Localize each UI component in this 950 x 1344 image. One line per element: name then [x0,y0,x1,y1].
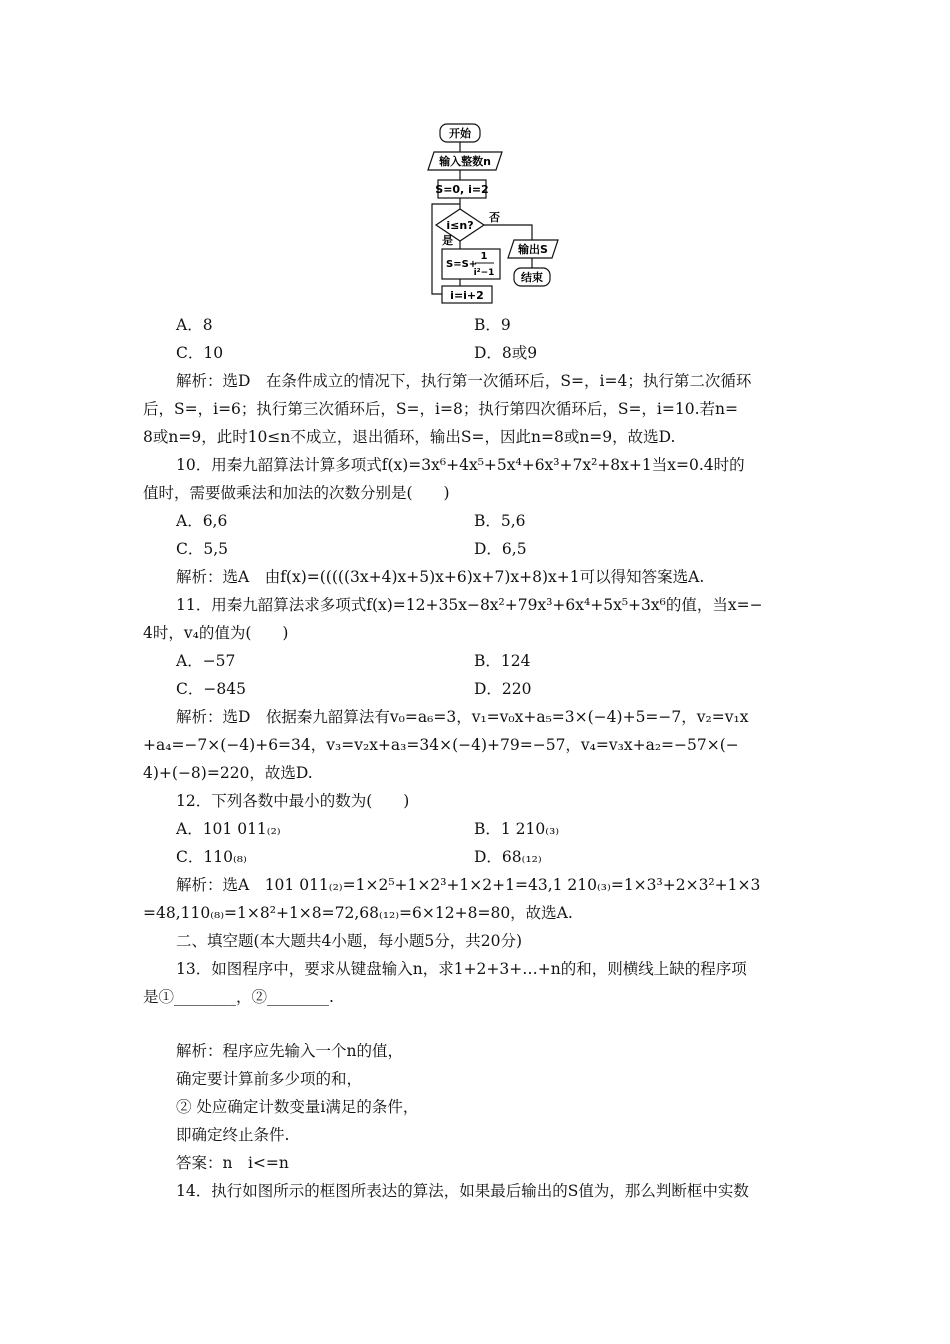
q9-option-c: C．10 [176,344,224,362]
flow-start-text: 开始 [449,127,471,140]
q14-stem: 14．执行如图所示的框图所表达的算法，如果最后输出的S值为，那么判断框中实数 [176,1182,749,1200]
q13-analysis-line: ② 处应确定计数变量i满足的条件， [176,1098,419,1116]
q11-analysis-line: 解析：选D 依据秦九韶算法有v₀=a₆=3，v₁=v₀x+a₅=3×(−4)+5=−7，v₂=v₁x [176,708,749,726]
q9-option-a: A．8 [176,316,213,334]
flow-update-text: S=S+ [446,259,478,270]
q13-analysis-line: 确定要计算前多少项的和， [176,1070,363,1088]
q10-analysis: 解析：选A 由f(x)=(((((3x+4)x+5)x+6)x+7)x+8)x+1可以得知答案选A. [176,568,705,586]
q11-option-d: D．220 [474,680,532,698]
q10-option-d: D．6,5 [474,540,527,558]
q12-option-a: A．101 011₍₂₎ [176,820,281,838]
flow-no-label: 否 [489,211,500,224]
q11-analysis-line: +a₄=−7×(−4)+6=34，v₃=v₂x+a₃=34×(−4)+79=−57，v₄=v₃x+a₂=−57×(− [143,736,739,754]
q11-option-c: C．−845 [176,680,246,698]
q12-analysis-line: =48,110₍₈₎=1×8²+1×8=72,68₍₁₂₎=6×12+8=80，故选A. [143,904,573,922]
flow-increment-text: i=i+2 [450,289,484,302]
flowchart [412,118,572,314]
q10-stem-line: 10．用秦九韶算法计算多项式f(x)=3x⁶+4x⁵+5x⁴+6x³+7x²+8x+1当x=0.4时的 [176,456,745,474]
flow-condition-text: i≤n? [446,219,474,232]
section-heading: 二、填空题(本大题共4小题，每小题5分，共20分) [176,932,523,950]
q11-option-b: B．124 [474,652,531,670]
q12-stem: 12．下列各数中最小的数为( ) [176,792,410,810]
flow-input-text: 输入整数n [439,155,491,168]
q10-option-c: C．5,5 [176,540,229,558]
flowchart-diagram [412,118,572,314]
q10-option-a: A．6,6 [176,512,228,530]
q11-stem-line: 11．用秦九韶算法求多项式f(x)=12+35x−8x²+79x³+6x⁴+5x⁵+3x⁶的值，当x=− [176,596,763,614]
flow-init-text: S=0, i=2 [435,183,489,196]
q11-stem-line: 4时，v₄的值为( ) [143,624,289,642]
q9-analysis-line: 8或n=9，此时10≤n不成立，退出循环，输出S=，因此n=8或n=9，故选D. [143,428,676,446]
q11-analysis-line: 4)+(−8)=220，故选D. [143,764,313,782]
flow-output-text: 输出S [518,243,548,256]
q9-option-b: B．9 [474,316,511,334]
q12-option-c: C．110₍₈₎ [176,848,247,866]
flow-yes-label: 是 [442,234,453,247]
q11-option-a: A．−57 [176,652,236,670]
flow-frac-den: i²−1 [473,268,495,278]
q13-analysis-line: 解析：程序应先输入一个n的值， [176,1042,403,1060]
q10-stem-line: 值时，需要做乘法和加法的次数分别是( ) [143,484,450,502]
q12-option-d: D．68₍₁₂₎ [474,848,542,866]
q12-option-b: B．1 210₍₃₎ [474,820,560,838]
q9-analysis-line: 解析：选D 在条件成立的情况下，执行第一次循环后，S=，i=4；执行第二次循环 [176,372,752,390]
q9-analysis-line: 后，S=，i=6；执行第三次循环后，S=，i=8；执行第四次循环后，S=，i=10.若n= [143,400,738,418]
q12-analysis-line: 解析：选A 101 011₍₂₎=1×2⁵+1×2³+1×2+1=43,1 210₍₃₎=1×3³+2×3²+1×3 [176,876,761,894]
flow-end-text: 结束 [521,271,543,284]
q13-analysis-line: 即确定终止条件. [176,1126,290,1144]
flow-frac-num: 1 [480,251,488,262]
q10-option-b: B．5,6 [474,512,526,530]
q13-stem-line: 13．如图程序中，要求从键盘输入n，求1+2+3+…+n的和，则横线上缺的程序项 [176,960,747,978]
q13-answer: 答案：n i<=n [176,1154,289,1172]
q9-option-d: D．8或9 [474,344,538,362]
q13-stem-line: 是①________，②________. [143,988,334,1006]
